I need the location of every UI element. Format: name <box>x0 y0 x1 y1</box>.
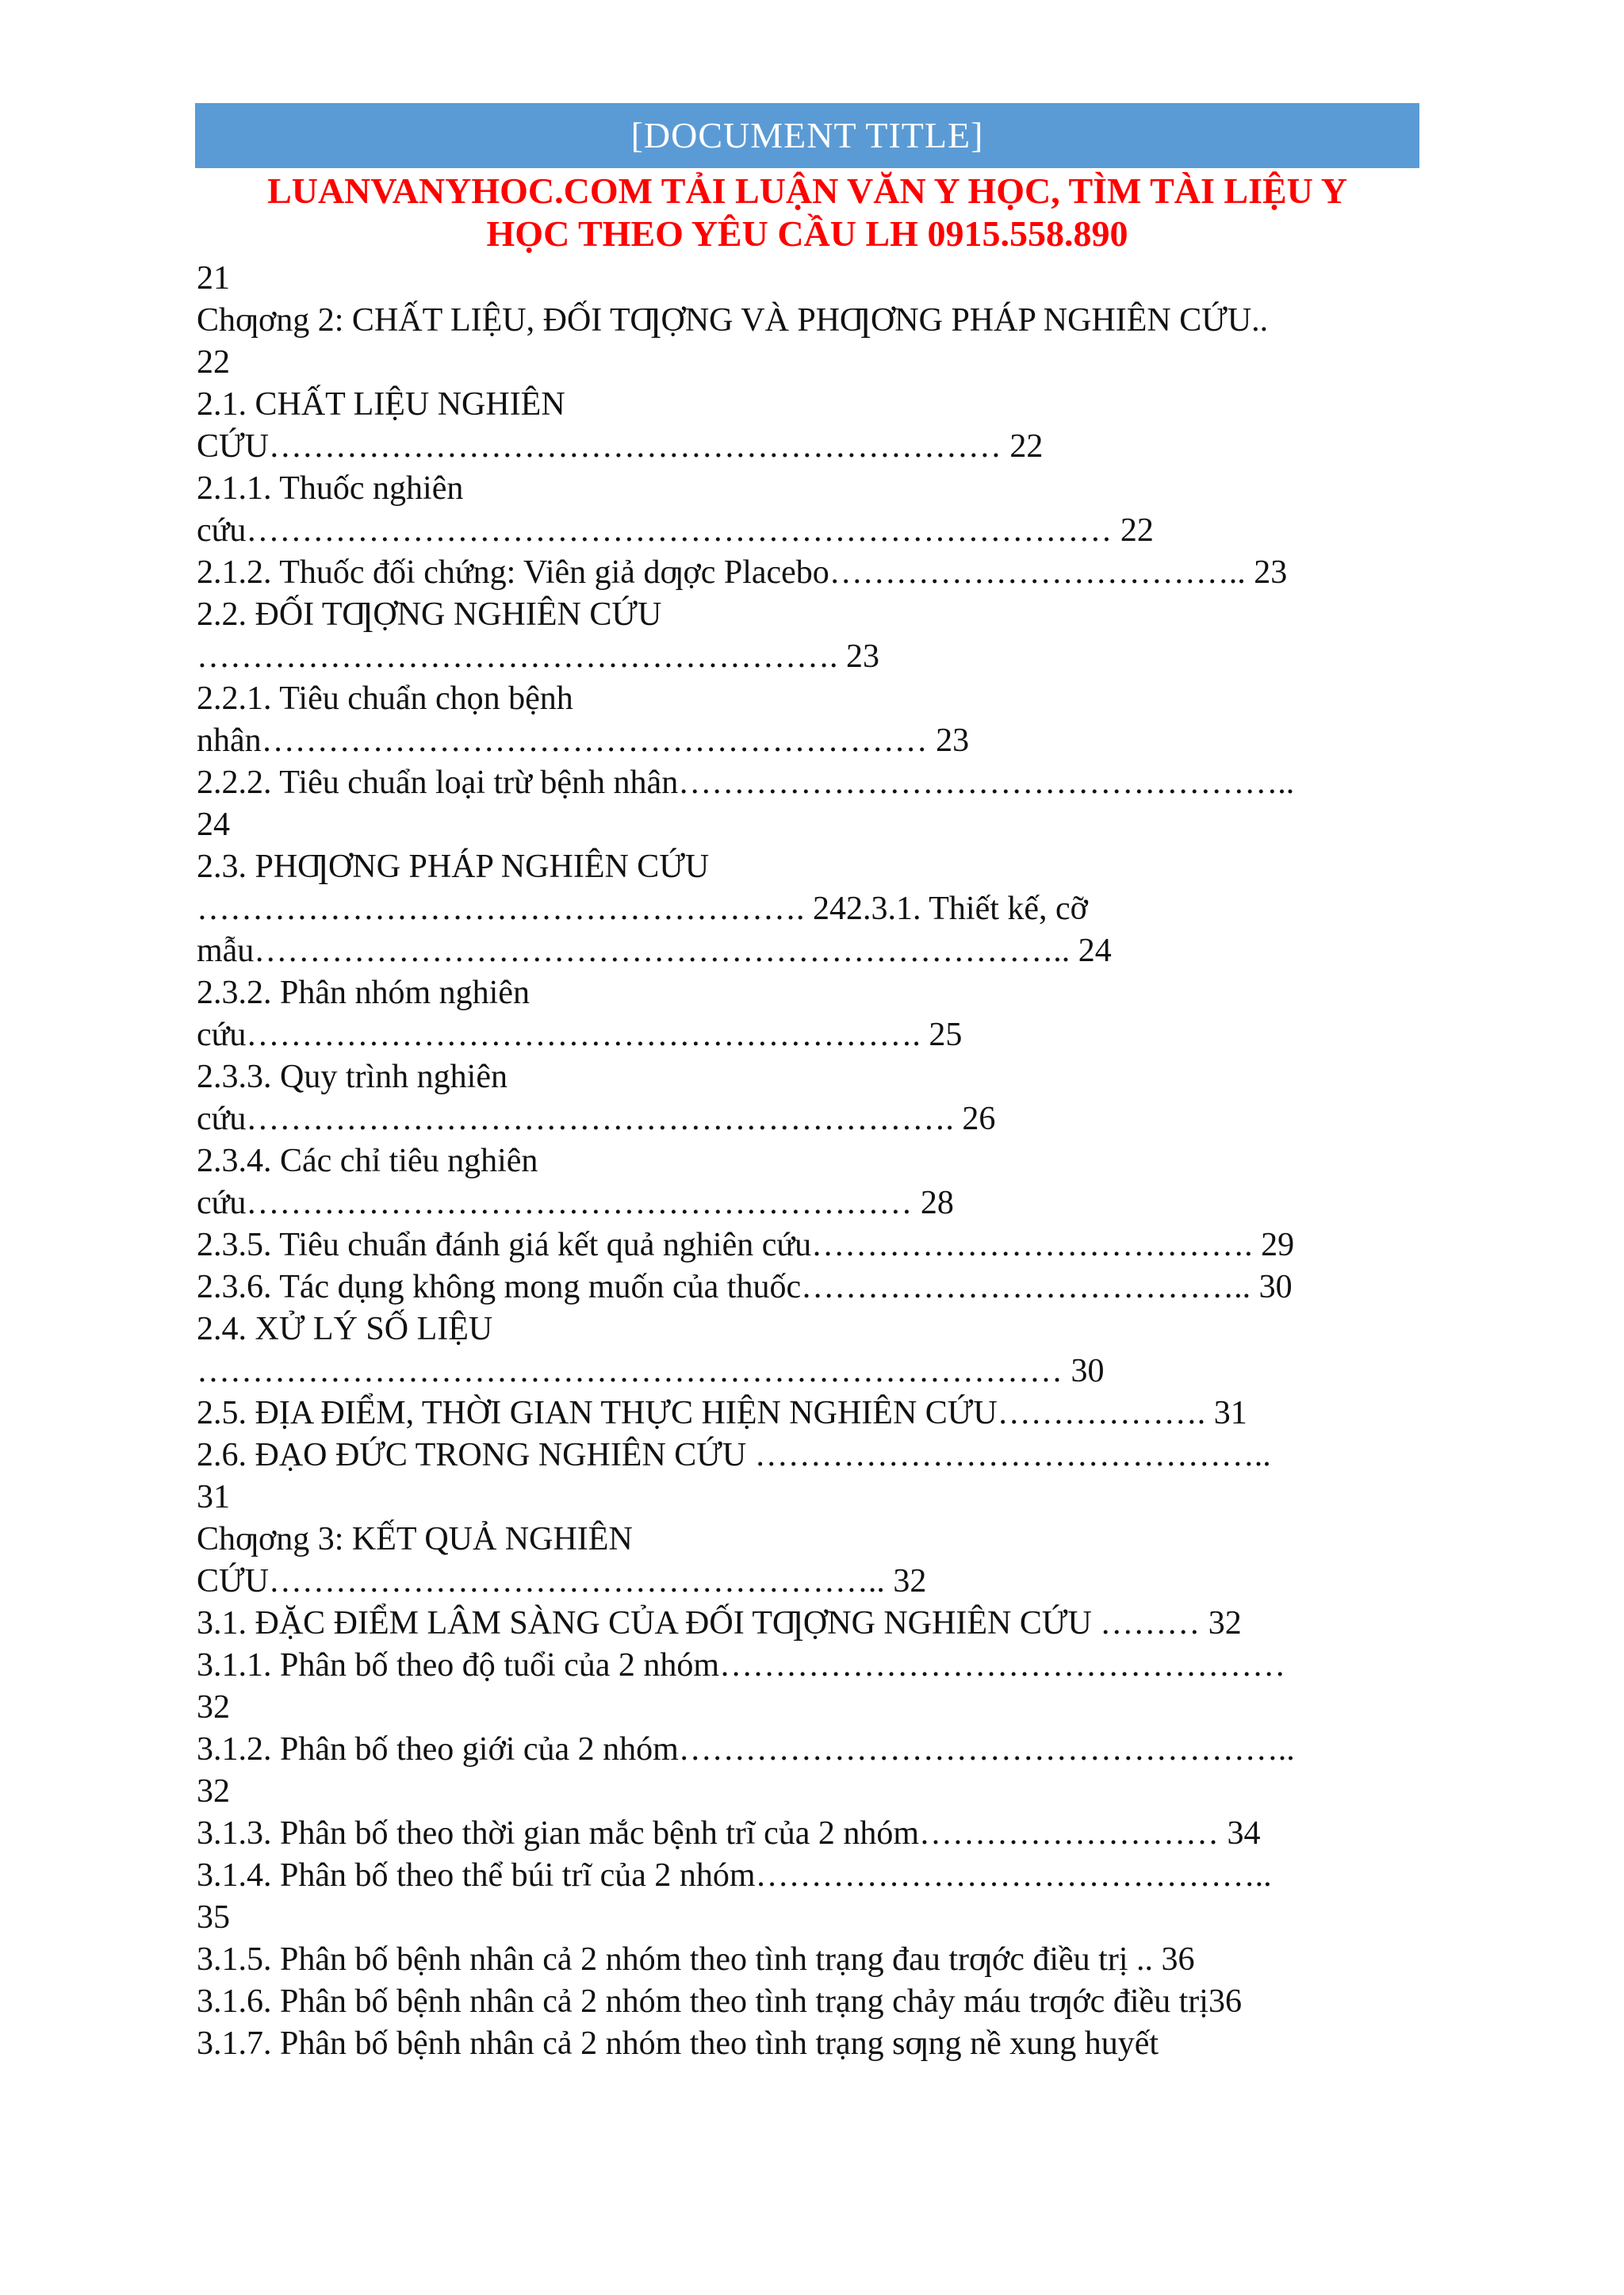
toc-line: 2.5. ĐỊA ĐIỂM, THỜI GIAN THỰC HIỆN NGHIÊN CỨU………………. 31 <box>197 1395 1247 1431</box>
toc-line: 3.1.6. Phân bố bệnh nhân cả 2 nhóm theo tình trạng chảy máu trƣớc điều trị36 <box>197 1983 1242 2020</box>
toc-line: 3.1.1. Phân bố theo độ tuổi của 2 nhóm…………………………………………… <box>197 1647 1286 1684</box>
toc-line: 3.1.7. Phân bố bệnh nhân cả 2 nhóm theo tình trạng sƣng nề xung huyết <box>197 2025 1159 2062</box>
toc-line: 2.4. XỬ LÝ SỐ LIỆU <box>197 1311 493 1347</box>
toc-line: CỨU………………………………………………………… 22 <box>197 428 1044 465</box>
toc-line: ………………………………………………. 242.3.1. Thiết kế, cỡ <box>197 891 1088 927</box>
toc-line: 31 <box>197 1479 230 1515</box>
toc-line: 32 <box>197 1773 230 1810</box>
toc-line: 2.3.4. Các chỉ tiêu nghiên <box>197 1143 538 1179</box>
toc-line: cứu………………………………………………………. 26 <box>197 1101 996 1137</box>
toc-line: 3.1.5. Phân bố bệnh nhân cả 2 nhóm theo tình trạng đau trƣớc điều trị .. 36 <box>197 1941 1195 1978</box>
toc-line: 24 <box>197 807 230 843</box>
toc-line: cứu……………………………………………………. 25 <box>197 1017 963 1053</box>
toc-line: nhân…………………………………………………… 23 <box>197 722 970 759</box>
banner-line-2: HỌC THEO YÊU CẦU LH 0915.558.890 <box>486 213 1128 254</box>
banner-line-1: LUANVANYHOC.COM TẢI LUẬN VĂN Y HỌC, TÌM TÀI LIỆU Y <box>267 170 1347 211</box>
toc-line: 3.1.2. Phân bố theo giới của 2 nhóm……………………………………………….. <box>197 1731 1295 1768</box>
toc-line: CỨU……………………………………………….. 32 <box>197 1563 927 1600</box>
toc-line: 2.1. CHẤT LIỆU NGHIÊN <box>197 386 565 423</box>
toc-line: 2.3.6. Tác dụng không mong muốn của thuốc………………………………….. 30 <box>197 1269 1293 1305</box>
toc-line: 2.3.3. Quy trình nghiên <box>197 1059 508 1095</box>
toc-line: 2.3.5. Tiêu chuẩn đánh giá kết quả nghiên cứu…………………………………. 29 <box>197 1227 1295 1263</box>
toc-line: 2.2.1. Tiêu chuẩn chọn bệnh <box>197 680 573 717</box>
toc-line: …………………………………………………………………… 30 <box>197 1353 1105 1389</box>
toc-line: Chƣơng 3: KẾT QUẢ NGHIÊN <box>197 1521 633 1557</box>
toc-line: cứu…………………………………………………… 28 <box>197 1185 954 1221</box>
toc-line: 21 <box>197 260 230 297</box>
toc-line: 2.3.2. Phân nhóm nghiên <box>197 975 530 1011</box>
toc-line: Chƣơng 2: CHẤT LIỆU, ĐỐI TƢỢNG VÀ PHƢƠNG PHÁP NGHIÊN CỨU.. <box>197 302 1269 339</box>
toc-line: 3.1.3. Phân bố theo thời gian mắc bệnh trĩ của 2 nhóm……………………… 34 <box>197 1815 1261 1852</box>
toc-line: 2.2.2. Tiêu chuẩn loại trừ bệnh nhân……………………………………………….. <box>197 764 1295 801</box>
toc-line: 3.1.4. Phân bố theo thể búi trĩ của 2 nhóm……………………………………….. <box>197 1857 1272 1894</box>
toc-line: 22 <box>197 344 230 381</box>
toc-line: 2.3. PHƢƠNG PHÁP NGHIÊN CỨU <box>197 849 710 885</box>
toc-line: mẫu……………………………………………………………….. 24 <box>197 933 1112 969</box>
toc-line: 35 <box>197 1899 230 1936</box>
toc-line: 2.6. ĐẠO ĐỨC TRONG NGHIÊN CỨU ……………………………………….. <box>197 1437 1271 1473</box>
toc-line: …………………………………………………. 23 <box>197 638 879 675</box>
toc-line: 32 <box>197 1689 230 1726</box>
toc-line: 2.1.2. Thuốc đối chứng: Viên giả dƣợc Placebo……………………………….. 23 <box>197 554 1288 591</box>
toc-line: 2.1.1. Thuốc nghiên <box>197 470 464 507</box>
toc-line: 2.2. ĐỐI TƢỢNG NGHIÊN CỨU <box>197 596 662 633</box>
table-of-contents <box>197 258 1434 2065</box>
document-title-bar: [DOCUMENT TITLE] <box>195 103 1419 168</box>
toc-line: 3.1. ĐẶC ĐIỂM LÂM SÀNG CỦA ĐỐI TƢỢNG NGHIÊN CỨU ……… 32 <box>197 1605 1242 1642</box>
promo-banner <box>195 170 1419 255</box>
toc-line: cứu…………………………………………………………………… 22 <box>197 512 1154 549</box>
